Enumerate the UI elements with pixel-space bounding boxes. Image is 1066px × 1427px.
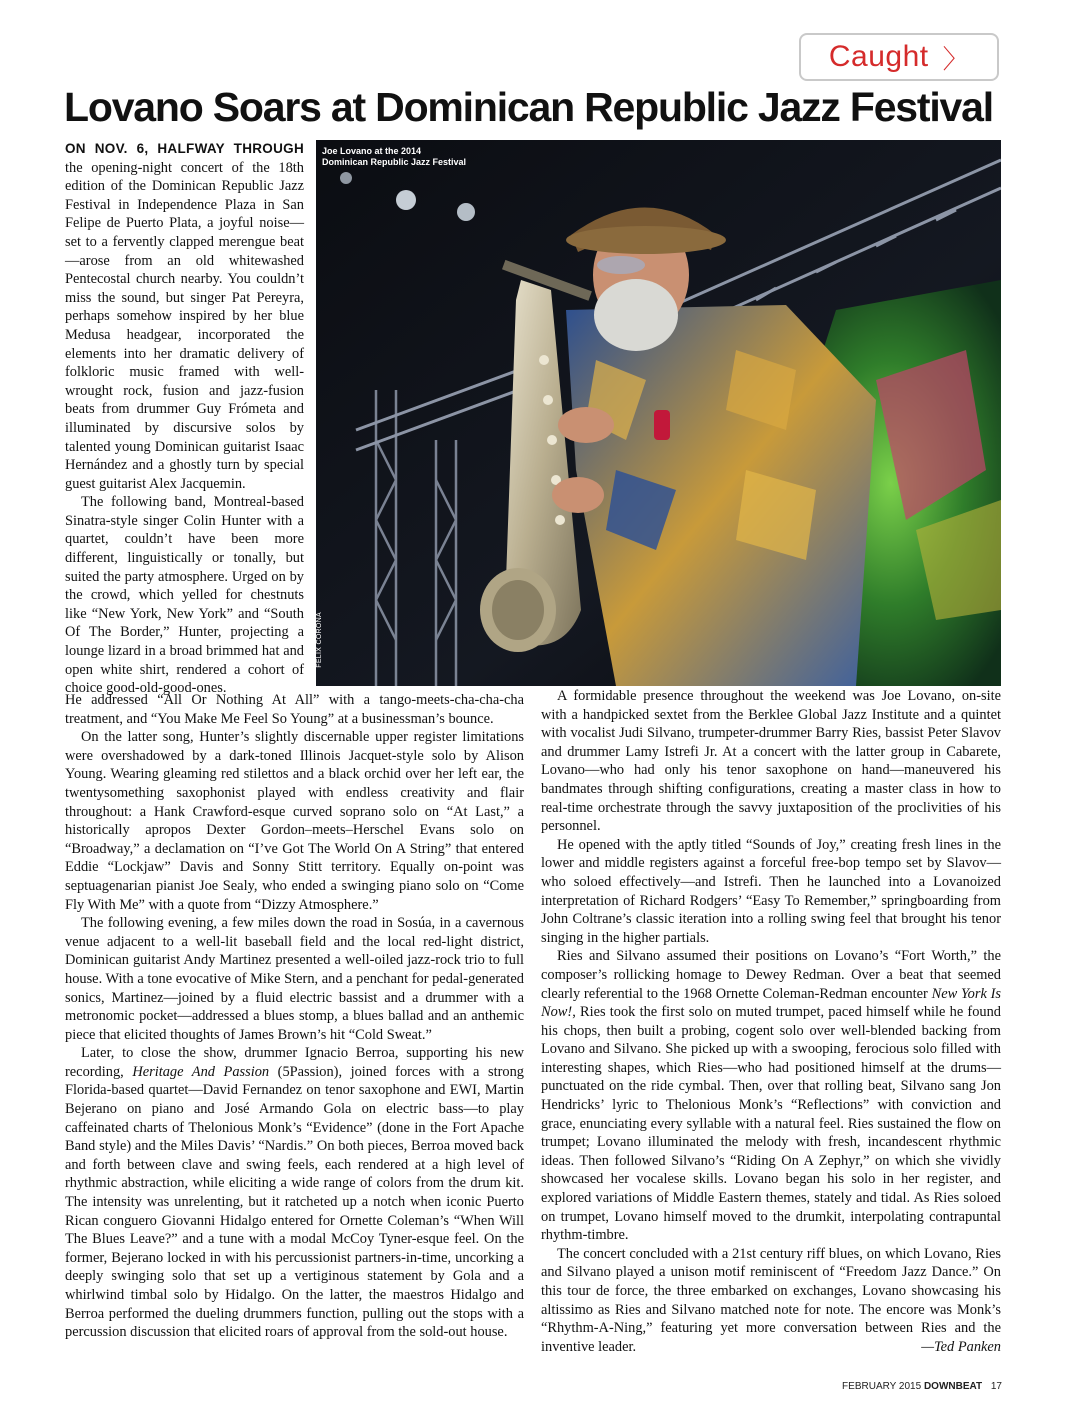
photo-caption-line2: Dominican Republic Jazz Festival [322, 157, 467, 167]
article-paragraph: On the latter song, Hunter’s slightly discernable upper register limitations were overshadowed by a dark-toned Illinois Jacquet-style solo by Alison Young. Wearing gleaming red stilettos and a black orchid over her left ear, the twentysomething saxophonist played with endless creativity and flair throughout: a Hank Crawford-esque curved soprano solo on “At Last,” a historically apropos Dexter Gordon–meets–Herschel Evans solo on “Broadway,” a declamation on “I’ve Got The World On A String” that entered Eddie “Lockjaw” Davis and Sonny Stitt territory. Equally on-point was septuagenarian pianist Joe Sealy, who ended a swinging piano solo on “Come Fly With Me” with a quote from “Dizzy Atmosphere.” [65, 729, 524, 913]
article-paragraph: He opened with the aptly titled “Sounds of Joy,” creating fresh lines in the lower and middle registers against a forceful free-bop tempo set by Slavov—who soloed effectively—and Istrefi. Then he launched into a Lovanoized interpretation of Richard Rodgers’ “Easy To Remember,” springboarding from John Coltrane’s classic iteration into a rolling swing feel that brought his tenor singing in the higher partials. [541, 836, 1001, 946]
photo-caption-line1: Joe Lovano at the 2014 [322, 146, 422, 156]
chevron-right-icon: 〉 [942, 43, 970, 74]
footer-magazine: DOWNBEAT [923, 1381, 983, 1392]
article-text: the opening-night concert of the 18th edition of the Dominican Republic Jazz Festival in Independence Plaza in San Felipe de Puerto Plata, a joyful noise—set to a fervently clapped merengue beat—arose from an old whitewashed Pentecostal church nearby. You couldn’t miss the sound, but singer Pat Pereyra, perhaps somehow inspired by her blue Medusa headgear, incorporated the elements into her dramatic delivery of folkloric music framed with well-wrought rock, fusion and jazz-fusion beats from drummer Guy Frómeta and illuminated by discursive solos by talented young Dominican guitarist Isaac Hernández and a ghostly turn by special guest guitarist Alex Jacquemin. [65, 159, 304, 492]
footer-issue: FEBRUARY 2015 [842, 1381, 922, 1392]
article-column-left-top [65, 140, 304, 698]
album-title: New York Is Now! [541, 985, 1001, 1021]
article-text: Later, to close the show, drummer Ignacio Berroa, supporting his new recording, [65, 1045, 524, 1080]
article-text: , Ries took the first solo on muted trumpet, paced himself while he found his chops, then built a probing, cogent solo over well-blended backing from Lovano and Silvano. She picked up with a swooping, ferocious solo filled with interesting shapes, which Ries—who had positioned himself at the drums—punctuated on the ride cymbal. Then, over that rolling beat, Silvano sang Jon Hendricks’ lyric to Thelonious Monk’s “Reflections” with conviction and grace, enunciating every syllable with a natural feel. Ries sustained the flow on trumpet; Lovano illuminated the melody with fresh, incandescent rhythmic ideas. Then followed Silvano’s “Riding On A Zephyr,” on which she vividly showcased her vocalese skills. Lovano began his solo in her register, and explored variations of Middle Eastern themes, stately and tidal. As Ries soloed on trumpet, Lovano himself moved to the drumkit, interpolating contrapuntal rhythm-timbre. [541, 1004, 1001, 1244]
photo-credit [316, 612, 328, 672]
article-paragraph [65, 1044, 524, 1342]
article-paragraph: The following evening, a few miles down the road in Sosúa, in a cavernous venue adjacent to a well-lit baseball field and the local red-light district, Dominican guitarist Andy Martinez presented a well-oiled jazz-rock trio to full house. With a tone evocative of Mike Stern, and a penchant for pedal-generated sonics, Martinez—joined by a fluid electric bassist and a drummer with a metronomic pocket—addressed a blues stomp, a blues ballad and an anthemic piece that elicited thoughts of James Brown’s hit “Cold Sweat.” [65, 915, 524, 1043]
section-tab-label: Caught [828, 40, 929, 73]
headline: Lovano Soars at Dominican Republic Jazz Festival [64, 84, 993, 130]
section-tab-caught[interactable] [799, 33, 999, 81]
lead-in: ON NOV. 6, HALFWAY THROUGH [65, 141, 304, 156]
concert-photo [316, 140, 1001, 686]
article-paragraph: A formidable presence throughout the weekend was Joe Lovano, on-site with a handpicked sextet from the Berklee Global Jazz Institute and a quintet with vocalist Judi Silvano, trumpeter-drummer Barry Ries, bassist Peter Slavov and drummer Lamy Istrefi Jr. At a concert with the latter group in Cabarete, Lovano—who had only his tenor saxophone on hand—maneuvered his bandmates through shifting configurations, creating a master class in how to real-time orchestrate through the savvy juxtaposition of the proclivities of his personnel. [541, 688, 1001, 835]
album-title: Heritage And Passion [132, 1063, 270, 1080]
photo-caption [322, 146, 466, 168]
page-footer [842, 1381, 1002, 1392]
article-text: Ries and Silvano assumed their positions on Lovano’s “Fort Worth,” the composer’s rollicking homage to Dewey Redman. Over a beat that seemed clearly referential to the 1968 Ornette Coleman-Redman encounter [541, 948, 1001, 1002]
article-paragraph [65, 140, 304, 493]
article-paragraph: The concert concluded with a 21st century riff blues, on which Lovano, Ries and Silvano played a unison motif reminiscent of “Freedom Jazz Dance.” On this tour de force, the three embarked on exchanges, Lovano showcasing his altissimo as Ries and Silvano matched note for note. The encore was Monk’s “Rhythm-A-Ning,” featuring yet more conversation between Ries and the inventive leader. [541, 1245, 1001, 1355]
article-paragraph: The following band, Montreal-based Sinatra-style singer Colin Hunter with a quartet, couldn’t have been more different, linguistically or tonally, but suited the party atmosphere. Urged on by the crowd, which yelled for chestnuts like “New York, New York” and “South Of The Border,” Hunter, projecting a lounge lizard in a broad brimmed hat and open white shirt, rendered a cohort of choice good-old-good-ones. [65, 494, 304, 697]
byline: —Ted Panken [921, 1338, 1001, 1355]
photo-credit-text: FELIX CORONA [316, 612, 323, 668]
article-paragraph [541, 947, 1001, 1245]
article-paragraph: He addressed “All Or Nothing At All” with a tango-meets-cha-cha-cha treatment, and “You Make Me Feel So Young” at a businessman’s bounce. [65, 692, 524, 727]
page-number: 17 [990, 1381, 1002, 1392]
article-column-right [541, 687, 1001, 1356]
article-column-left-bottom [65, 691, 524, 1342]
article-text: (5Passion), joined forces with a strong Florida-based quartet—David Fernandez on tenor saxophone and EWI, Martin Bejerano on piano and José Armando Gola on electric bass—to play caffeinated charts of Thelonious Monk’s “Evidence” (done in the Fort Apache Band style) and the Miles Davis’ “Nardis.” On both pieces, Berroa moved back and forth between clave and swing feels, each rendered at a high level of rhythmic abstraction, while eliciting a wide range of colors from the drum kit. The intensity was unrelenting, but it ratcheted up a notch when iconic Puerto Rican conguero Giovanni Hidalgo entered for Ornette Coleman’s “When Will The Blues Leave?” and a tune with a modal McCoy Tyner-esque feel. On the former, Bejerano locked in with his percussionist partners-in-time, uncorking a deeply swinging solo that set up a vertiginous statement by Gola and a whirlwind timbal solo by Hidalgo. On the latter, the maestros Hidalgo and Berroa performed the dueling drummers function, pulling out the stops with a percussion discussion that elicited roars of approval from the sold-out house. [65, 1063, 524, 1341]
